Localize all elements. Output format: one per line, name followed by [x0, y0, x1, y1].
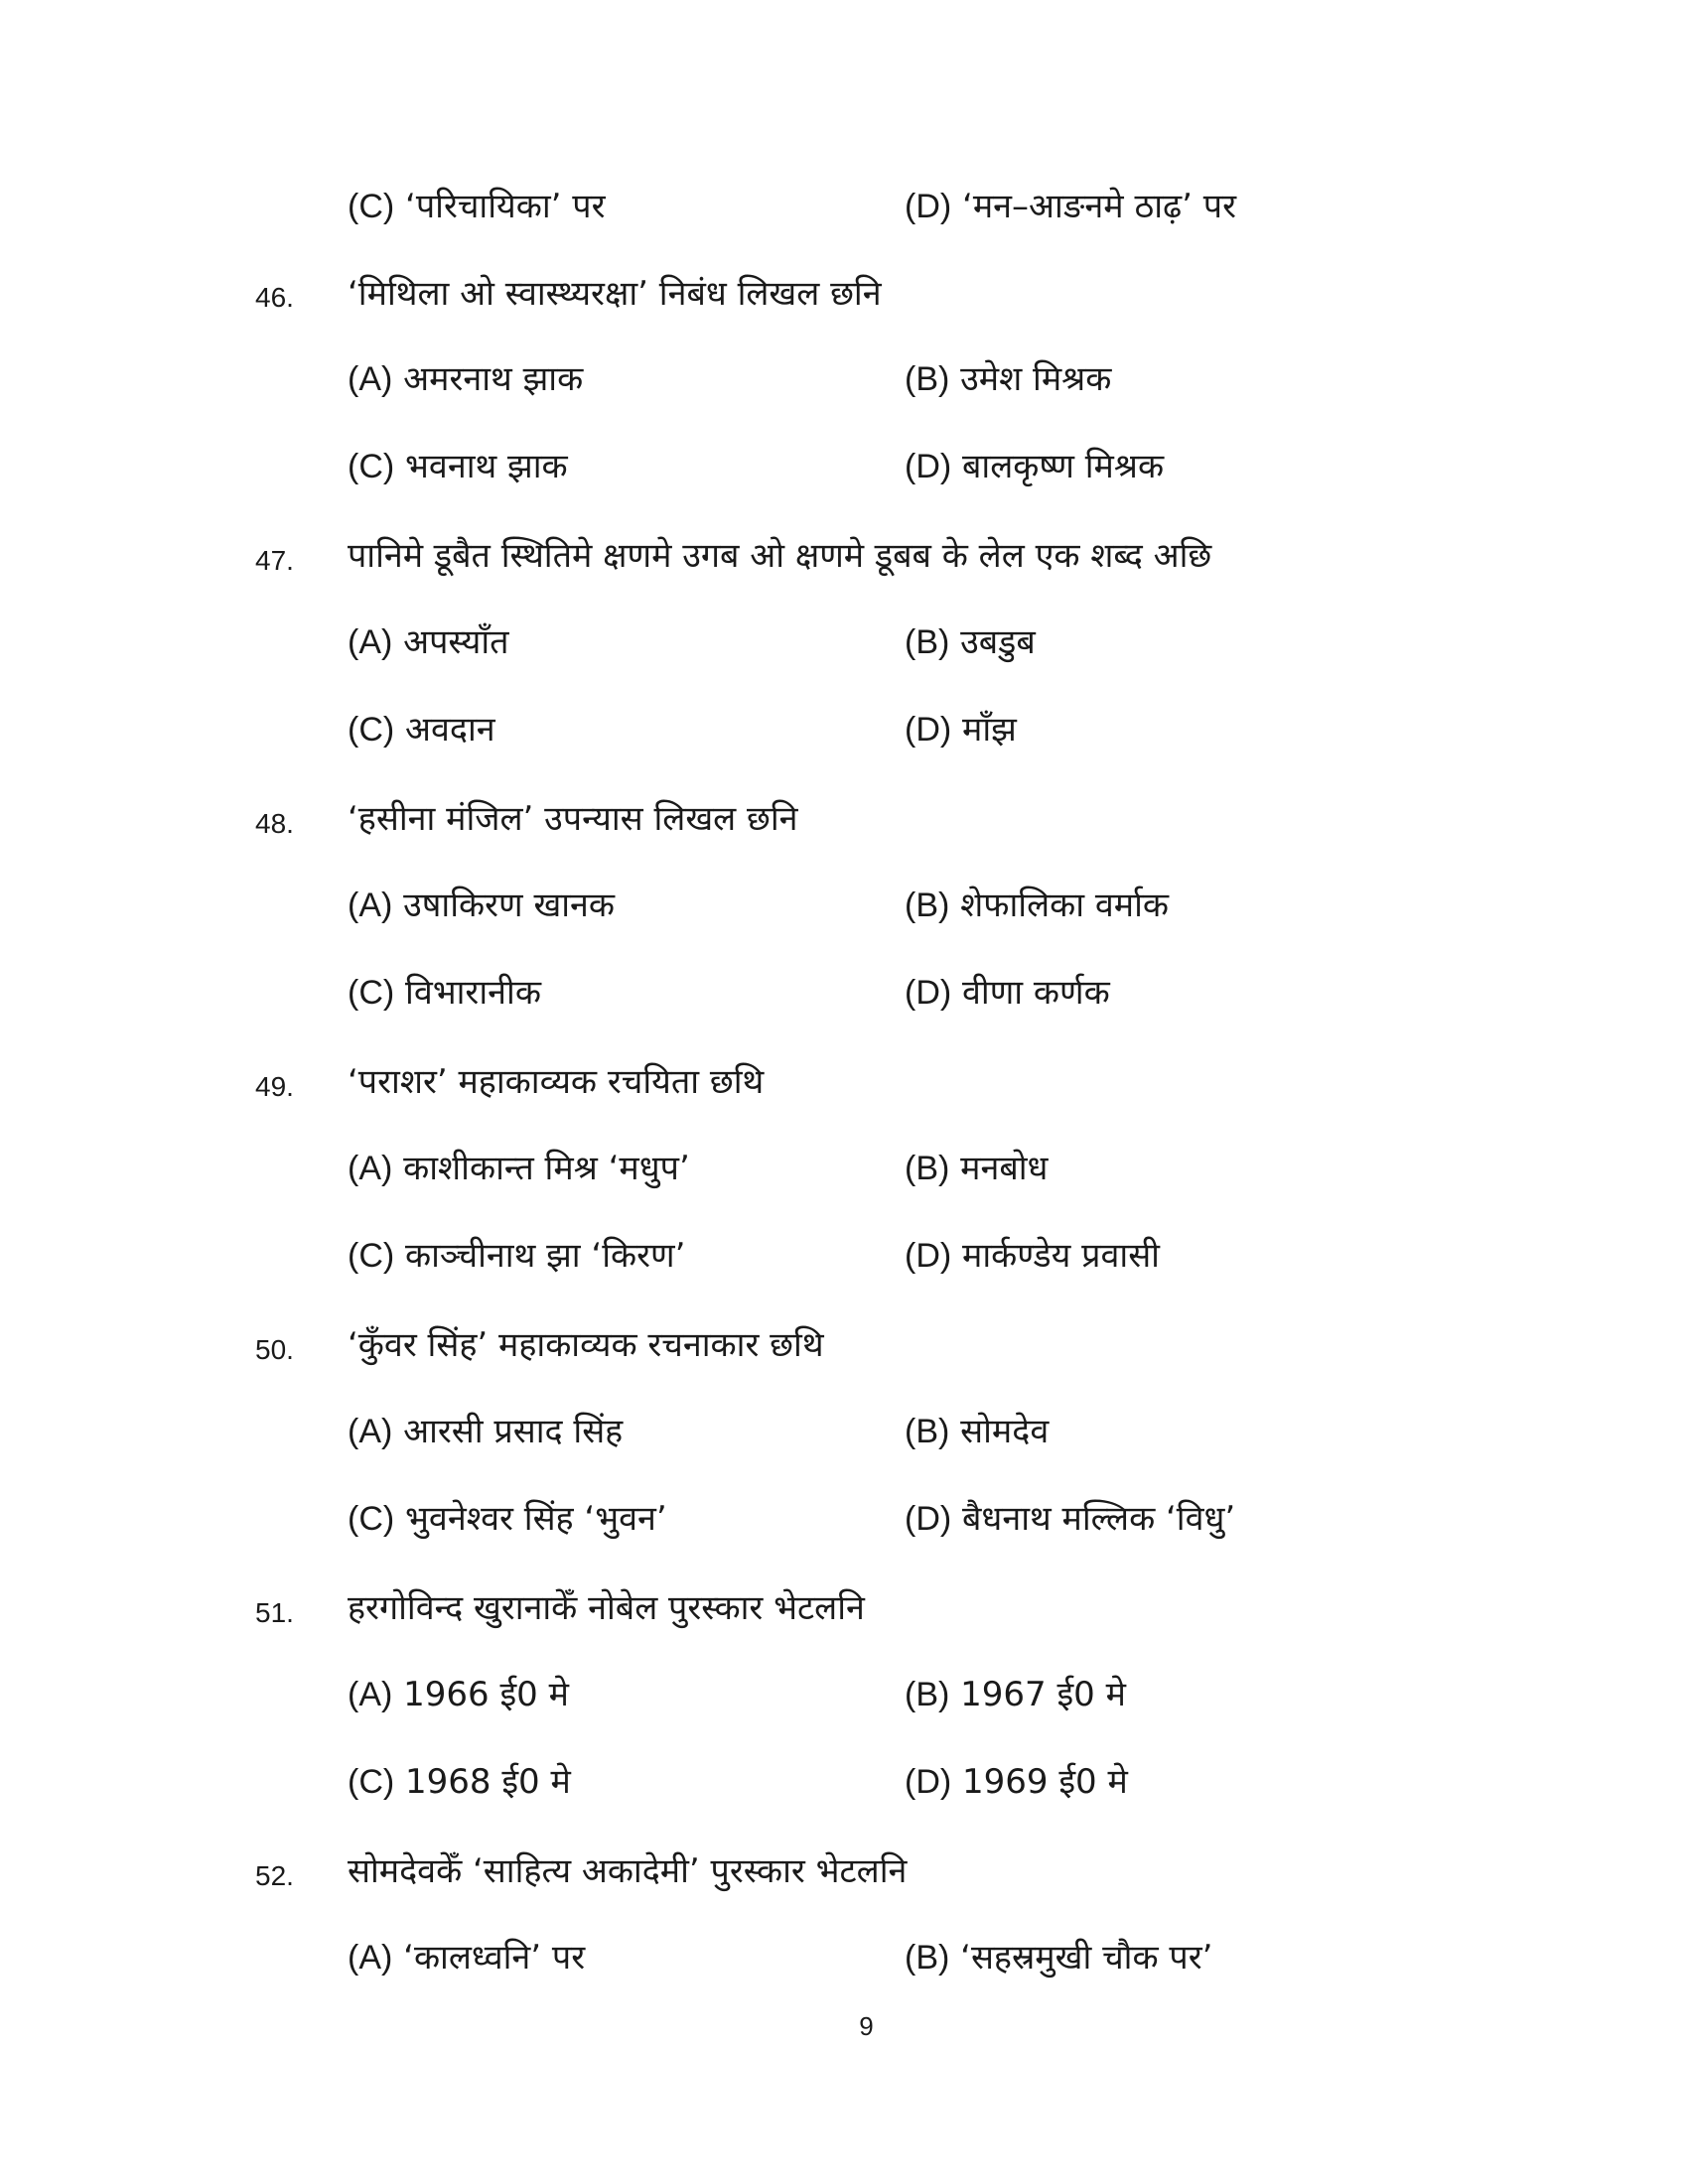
option-b: [905, 359, 1111, 399]
option-letter: (D): [905, 448, 952, 485]
option-text: मार्कण्डेय प्रवासी: [962, 1236, 1160, 1276]
option-text: 1967 ई0 मे: [960, 1675, 1126, 1714]
option-letter: (A): [348, 1150, 393, 1187]
option-c: [348, 1499, 667, 1539]
question-number: 52.: [255, 1860, 294, 1891]
option-text: वीणा कर्णक: [962, 973, 1110, 1013]
option-letter: (B): [905, 1413, 950, 1450]
option-letter: (B): [905, 1150, 950, 1187]
option-text: काञ्चीनाथ झा ‘किरण’: [405, 1236, 686, 1276]
option-text: 1969 ई0 मे: [962, 1762, 1128, 1802]
option-b: [905, 1412, 1049, 1451]
option-d: [905, 973, 1110, 1013]
page-number: 9: [859, 2011, 874, 2041]
option-letter: (C): [348, 711, 395, 749]
option-text: आरसी प्रसाद सिंह: [403, 1412, 624, 1451]
option-a: [348, 886, 615, 925]
question-text: पानिमे डूबैत स्थितिमे क्षणमे उगब ओ क्षणमे डूबब के लेल एक शब्द अछि: [348, 536, 1212, 576]
option-text: उबडुब: [960, 622, 1036, 662]
question-number: 48.: [255, 808, 294, 839]
option-c: [348, 1762, 571, 1802]
option-letter: (C): [348, 1763, 395, 1801]
option-text: भुवनेश्वर सिंह ‘भुवन’: [405, 1499, 667, 1539]
option-d: [905, 1762, 1128, 1802]
option-c: [348, 973, 541, 1013]
question-text: ‘कुँवर सिंह’ महाकाव्यक रचनाकार छथि: [348, 1325, 824, 1365]
option-text: काशीकान्त मिश्र ‘मधुप’: [403, 1149, 690, 1188]
option-text: बैधनाथ मल्लिक ‘विधु’: [962, 1499, 1236, 1539]
option-letter: (D): [905, 1500, 952, 1538]
option-text: अपस्याँत: [403, 622, 509, 662]
option-text: मनबोध: [960, 1149, 1049, 1188]
option-letter: (A): [348, 1676, 393, 1713]
question-text: सोमदेवकेँ ‘साहित्य अकादेमी’ पुरस्कार भेटलनि: [348, 1851, 908, 1891]
option-letter: (B): [905, 623, 950, 661]
option-d: [905, 710, 1017, 750]
option-a: [348, 1675, 569, 1714]
option-letter: (A): [348, 887, 393, 924]
option-text: ‘परिचायिका’ पर: [405, 187, 606, 226]
question-number: 51.: [255, 1597, 294, 1628]
option-letter: (B): [905, 887, 950, 924]
option-text: उमेश मिश्रक: [960, 359, 1112, 399]
option-b: [905, 1675, 1126, 1714]
option-letter: (A): [348, 360, 393, 398]
option-text: 1966 ई0 मे: [403, 1675, 569, 1714]
option-letter: (A): [348, 1413, 393, 1450]
option-d-prev: [905, 187, 1236, 226]
option-text: भवनाथ झाक: [405, 447, 568, 486]
option-letter: (A): [348, 623, 393, 661]
option-text: 1968 ई0 मे: [405, 1762, 571, 1802]
option-c: [348, 1236, 685, 1276]
option-c-prev: [348, 187, 606, 226]
question-text: ‘हसीना मंजिल’ उपन्यास लिखल छनि: [348, 799, 798, 839]
question-number: 50.: [255, 1334, 294, 1365]
option-a: [348, 1412, 623, 1451]
option-b: [905, 622, 1036, 662]
option-text: शेफालिका वर्माक: [960, 886, 1170, 925]
option-letter: (C): [348, 188, 395, 225]
option-letter: (C): [348, 1500, 395, 1538]
option-d: [905, 447, 1164, 486]
question-number: 46.: [255, 282, 294, 313]
option-letter: (B): [905, 360, 950, 398]
option-text: अवदान: [405, 710, 495, 750]
option-text: उषाकिरण खानक: [403, 886, 616, 925]
option-letter: (D): [905, 1237, 952, 1275]
option-a: [348, 1938, 585, 1978]
option-letter: (C): [348, 974, 395, 1012]
option-letter: (D): [905, 1763, 952, 1801]
option-letter: (C): [348, 448, 395, 485]
option-c: [348, 710, 495, 750]
option-text: अमरनाथ झाक: [403, 359, 584, 399]
option-letter: (D): [905, 188, 952, 225]
option-b: [905, 886, 1169, 925]
option-a: [348, 622, 509, 662]
option-d: [905, 1236, 1160, 1276]
option-letter: (B): [905, 1676, 950, 1713]
option-text: बालकृष्ण मिश्रक: [962, 447, 1165, 486]
option-text: विभारानीक: [405, 973, 541, 1013]
question-number: 47.: [255, 545, 294, 576]
question-text: हरगोविन्द खुरानाकेँ नोबेल पुरस्कार भेटलनि: [348, 1588, 865, 1628]
option-letter: (D): [905, 974, 952, 1012]
option-d: [905, 1499, 1235, 1539]
option-a: [348, 359, 583, 399]
option-letter: (A): [348, 1939, 393, 1977]
option-letter: (B): [905, 1939, 950, 1977]
option-letter: (C): [348, 1237, 395, 1275]
option-text: माँझ: [962, 710, 1017, 750]
option-text: सोमदेव: [960, 1412, 1050, 1451]
option-a: [348, 1149, 690, 1188]
option-b: [905, 1149, 1048, 1188]
option-text: ‘सहस्रमुखी चौक पर’: [960, 1938, 1213, 1978]
question-text: ‘मिथिला ओ स्वास्थ्यरक्षा’ निबंध लिखल छनि: [348, 274, 882, 314]
option-letter: (D): [905, 711, 952, 749]
option-text: ‘मन–आङनमे ठाढ़’ पर: [962, 187, 1236, 226]
option-c: [348, 447, 568, 486]
option-text: ‘कालध्वनि’ पर: [403, 1938, 586, 1978]
question-number: 49.: [255, 1071, 294, 1102]
option-b: [905, 1938, 1212, 1978]
question-text: ‘पराशर’ महाकाव्यक रचयिता छथि: [348, 1062, 765, 1102]
